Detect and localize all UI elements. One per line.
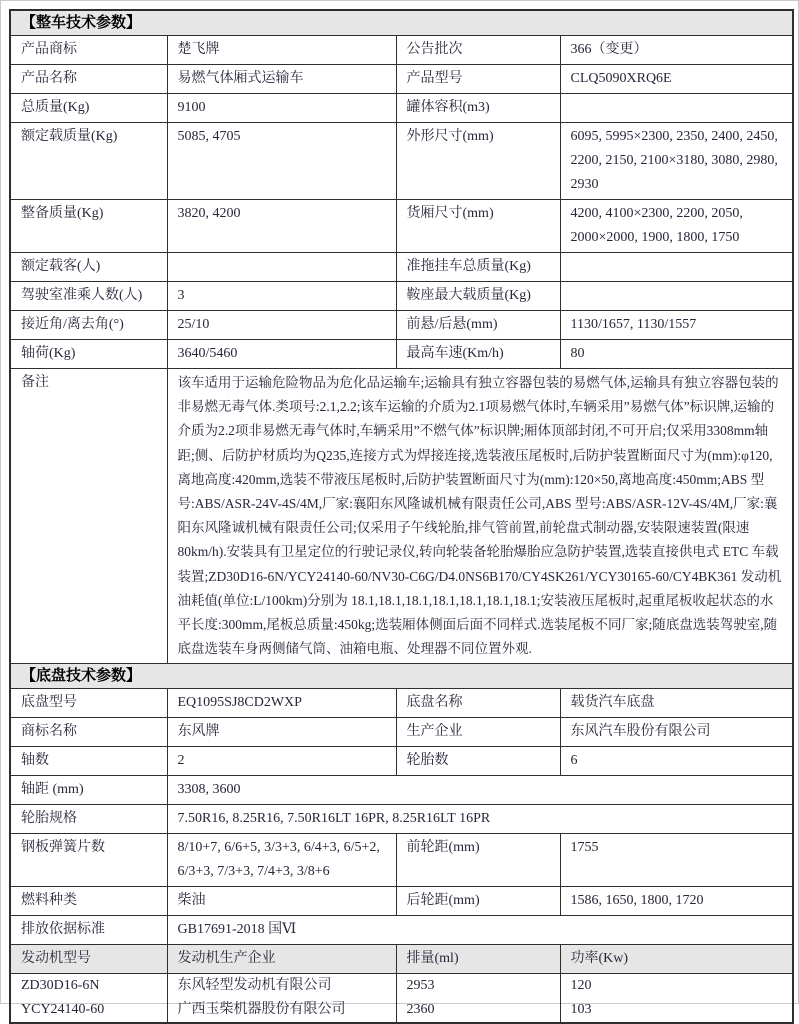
label-cell: 前悬/后悬(mm) [396,311,560,340]
label-cell: 货厢尺寸(mm) [396,200,560,253]
engine-header-power: 功率(Kw) [560,945,793,974]
label-cell: 轴距 (mm) [10,776,167,805]
engine-power: 120 [560,974,793,999]
label-cell: 后轮距(mm) [396,887,560,916]
label-cell: 准拖挂车总质量(Kg) [396,253,560,282]
vehicle-section-header [10,10,793,36]
label-cell: 外形尺寸(mm) [396,123,560,200]
engine-row [10,974,793,999]
value-cell: 5085, 4705 [167,123,396,200]
table-row [10,282,793,311]
table-row [10,747,793,776]
label-cell: 轴荷(Kg) [10,340,167,369]
label-cell: 钢板弹簧片数 [10,834,167,887]
value-cell: 东风牌 [167,718,396,747]
label-cell: 产品商标 [10,36,167,65]
label-cell: 驾驶室准乘人数(人) [10,282,167,311]
table-row [10,340,793,369]
table-row [10,776,793,805]
value-cell: 366（变更） [560,36,793,65]
label-cell: 最高车速(Km/h) [396,340,560,369]
label-cell: 接近角/离去角(°) [10,311,167,340]
table-row [10,805,793,834]
label-cell: 轮胎规格 [10,805,167,834]
value-cell: 4200, 4100×2300, 2200, 2050, 2000×2000, 1900, 1800, 1750 [560,200,793,253]
remark-label: 备注 [10,369,167,664]
label-cell: 底盘名称 [396,689,560,718]
value-cell: 9100 [167,94,396,123]
engine-header-model: 发动机型号 [10,945,167,974]
label-cell: 生产企业 [396,718,560,747]
value-cell: 8/10+7, 6/6+5, 3/3+3, 6/4+3, 6/5+2, 6/3+3, 7/3+3, 7/4+3, 3/8+6 [167,834,396,887]
label-cell: 燃料种类 [10,887,167,916]
value-cell: EQ1095SJ8CD2WXP [167,689,396,718]
value-cell [560,253,793,282]
label-cell: 产品名称 [10,65,167,94]
engine-displacement: 2953 [396,974,560,999]
value-cell: 3 [167,282,396,311]
engine-row [10,998,793,1023]
table-row [10,94,793,123]
value-cell: 2 [167,747,396,776]
engine-header-manufacturer: 发动机生产企业 [167,945,396,974]
engine-displacement: 2360 [396,998,560,1023]
value-cell: 80 [560,340,793,369]
value-cell: 3640/5460 [167,340,396,369]
engine-power: 103 [560,998,793,1023]
engine-manufacturer: 广西玉柴机器股份有限公司 [167,998,396,1023]
engine-header-row [10,945,793,974]
value-cell: 1586, 1650, 1800, 1720 [560,887,793,916]
label-cell: 罐体容积(m3) [396,94,560,123]
label-cell: 排放依据标准 [10,916,167,945]
value-cell: 3308, 3600 [167,776,793,805]
remark-row [10,369,793,664]
label-cell: 商标名称 [10,718,167,747]
value-cell [560,282,793,311]
label-cell: 公告批次 [396,36,560,65]
value-cell: 柴油 [167,887,396,916]
value-cell: 6 [560,747,793,776]
label-cell: 总质量(Kg) [10,94,167,123]
table-row [10,123,793,200]
value-cell: 载货汽车底盘 [560,689,793,718]
value-cell [560,94,793,123]
remark-text: 该车适用于运输危险物品为危化品运输车;运输具有独立容器包装的易燃气体,运输具有独立容器包装的非易燃无毒气体.类项号:2.1,2.2;该车运输的介质为2.1项易燃气体时,车辆采用”易燃气体”标识牌,运输的介质为2.2项非易燃无毒气体时,车辆采用”不燃气体”标识牌;厢体顶部封闭,不可开启;仅采用3308mm轴距;侧、后防护材质均为Q235,连接方式为焊接连接,选装液压尾板时,后防护装置断面尺寸为(mm):φ120,离地高度:420mm,选装不带液压尾板时,后防护装置断面尺寸为(mm):120×50,离地高度:450mm;ABS 型号:ABS/ASR-24V-4S/4M,厂家:襄阳东风隆诚机械有限责任公司,ABS 型号:ABS/ASR-12V-4S/4M,厂家:襄阳东风隆诚机械有限责任公司;仅采用子午线轮胎,排气管前置,前轮盘式制动器,安装限速装置(限速80km/h).安装具有卫星定位的行驶记录仪,转向轮装备轮胎爆胎应急防护装置,选装直接供电式 ETC 车载装置;ZD30D16-6N/YCY24140-60/NV30-C6G/D4.0NS6B170/CY4SK261/YCY30165-60/CY4BK361 发动机油耗值(单位:L/100km)分别为 18.1,18.1,18.1,18.1,18.1,18.1,18.1;安装液压尾板时,起重尾板收起状态的水平长度:300mm,尾板总质量:450kg;选装厢体侧面后面不同样式.选装尾板不同厂家;随底盘选装驾驶室,随底盘选装车身两侧储气筒、油箱电瓶、处理器不同位置外观. [167,369,793,664]
table-row [10,311,793,340]
label-cell: 鞍座最大载质量(Kg) [396,282,560,311]
spec-table [9,9,794,1024]
engine-manufacturer: 东风轻型发动机有限公司 [167,974,396,999]
table-row [10,718,793,747]
value-cell: 6095, 5995×2300, 2350, 2400, 2450, 2200, 2150, 2100×3180, 3080, 2980, 2930 [560,123,793,200]
label-cell: 轴数 [10,747,167,776]
table-row [10,916,793,945]
engine-model: YCY24140-60 [10,998,167,1023]
label-cell: 额定载客(人) [10,253,167,282]
table-row [10,887,793,916]
engine-header-displacement: 排量(ml) [396,945,560,974]
label-cell: 额定载质量(Kg) [10,123,167,200]
chassis-section-header [10,664,793,689]
value-cell: 1130/1657, 1130/1557 [560,311,793,340]
value-cell: 25/10 [167,311,396,340]
value-cell: GB17691-2018 国Ⅵ [167,916,793,945]
table-row [10,65,793,94]
table-row [10,689,793,718]
table-row [10,36,793,65]
value-cell: 东风汽车股份有限公司 [560,718,793,747]
value-cell: 1755 [560,834,793,887]
label-cell: 前轮距(mm) [396,834,560,887]
vehicle-section-title: 【整车技术参数】 [10,10,793,36]
value-cell: 楚飞牌 [167,36,396,65]
chassis-section-title: 【底盘技术参数】 [10,664,793,689]
value-cell: 7.50R16, 8.25R16, 7.50R16LT 16PR, 8.25R16LT 16PR [167,805,793,834]
label-cell: 轮胎数 [396,747,560,776]
value-cell: CLQ5090XRQ6E [560,65,793,94]
value-cell [167,253,396,282]
label-cell: 底盘型号 [10,689,167,718]
value-cell: 易燃气体厢式运输车 [167,65,396,94]
value-cell: 3820, 4200 [167,200,396,253]
table-row [10,834,793,887]
label-cell: 产品型号 [396,65,560,94]
table-row [10,253,793,282]
engine-model: ZD30D16-6N [10,974,167,999]
table-row [10,200,793,253]
label-cell: 整备质量(Kg) [10,200,167,253]
